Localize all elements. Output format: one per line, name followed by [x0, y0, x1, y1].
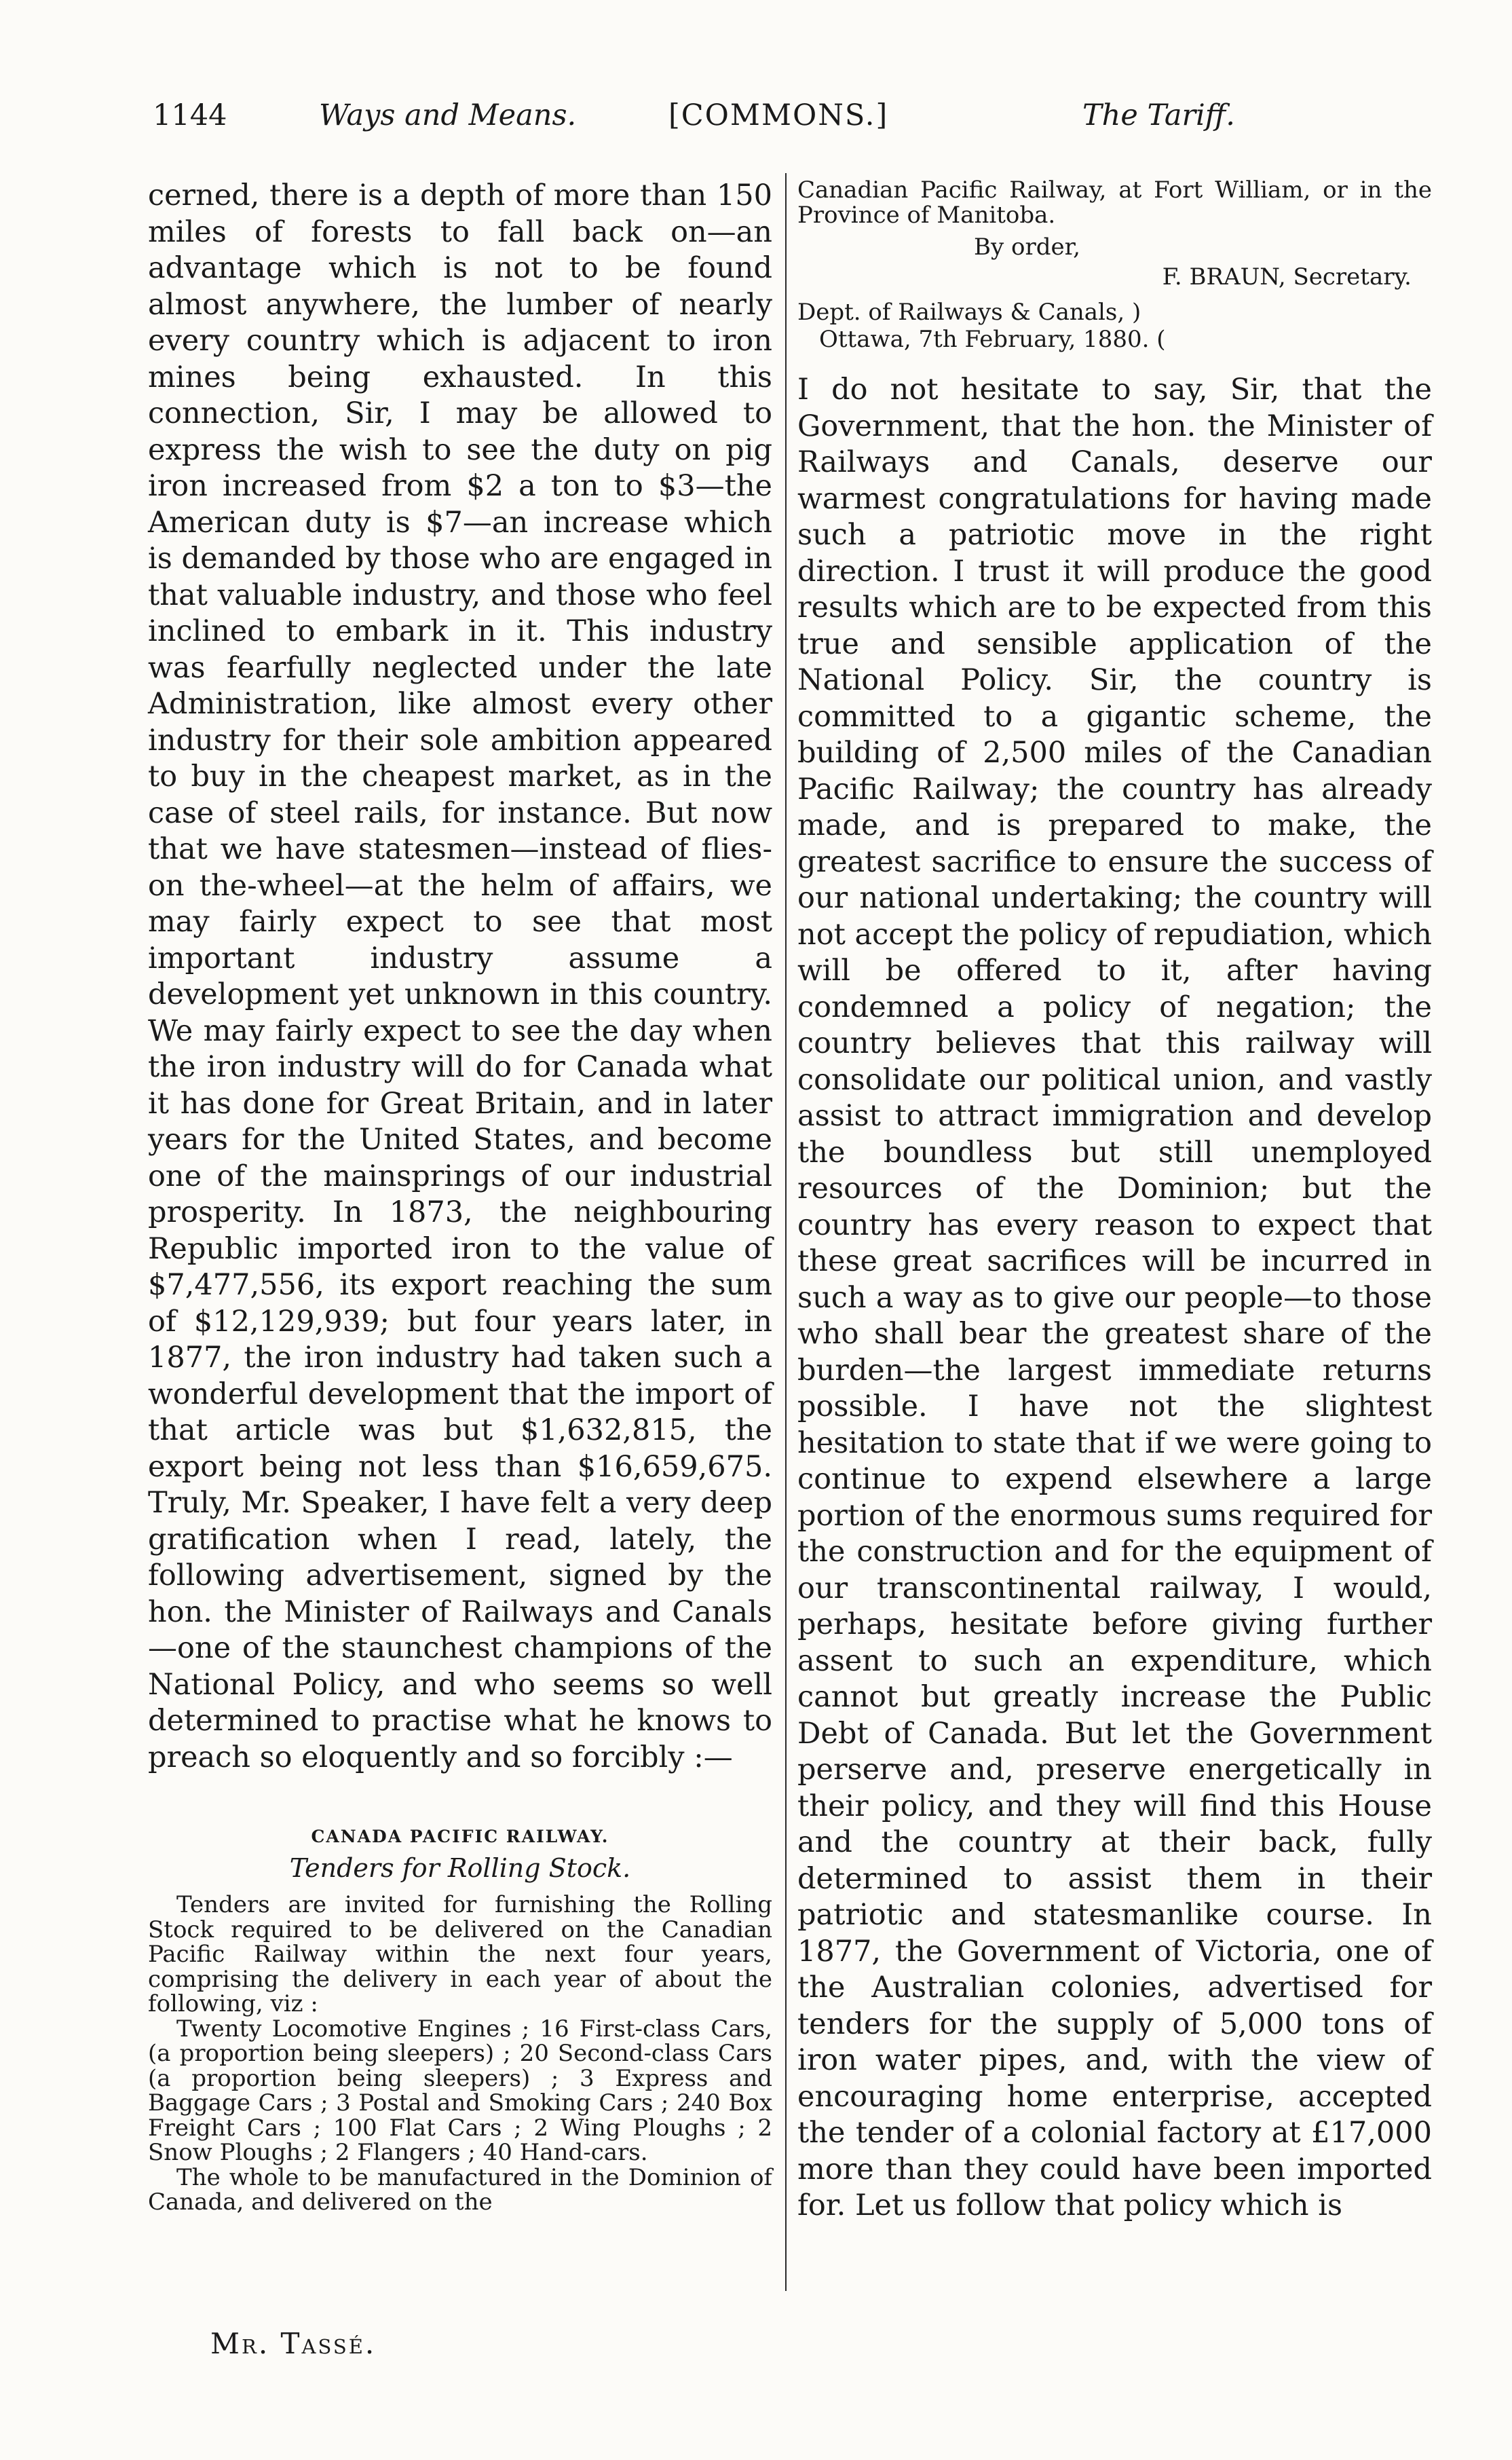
speaker-name: Mr. Tassé. [210, 2327, 377, 2360]
ad-department [797, 299, 1432, 353]
ad-dept-line-2: Ottawa, 7th February, 1880. ( [819, 326, 1166, 353]
ad-subheading: Tenders for Rolling Stock. [289, 1853, 631, 1883]
column-divider [785, 173, 787, 2291]
ad-paragraph-1: Tenders are invited for furnishing the Rolling Stock required to be delivered on the Canadian Pacific Railway within the next four years, comprising the delivery in each year of about the following, viz : [148, 1891, 772, 2017]
running-title-right: The Tariff. [1082, 98, 1235, 132]
right-paragraph-1: I do not hesitate to say, Sir, that the Government, that the hon. the Minister of Railways and Canals, deserve our warmest congratulations for having made such a patriotic move in the right direction. I trust it will produce the good results which are to be expected from this true and sensible application of the National Policy. Sir, the country is committed to a gigantic scheme, the building of 2,500 miles of the Canadian Pacific Railway; the country has already made, and is prepared to make, the greatest sacrifice to ensure the success of our national undertaking; the country will not accept the policy of repudiation, which will be offered to it, after having condemned a policy of negation; the country believes that this railway will consolidate our political union, and vastly assist to attract immigration and develop the boundless but still unemployed resources of the Dominion; but the country has every reason to expect that these great sacrifices will be incurred in such a way as to give our people—to those who shall bear the greatest share of the burden—the largest immediate returns possible. I have not the slightest hesitation to state that if we were going to continue to expend elsewhere a large portion of the enormous sums required for the construction and for the equipment of our transcontinental railway, I would, perhaps, hesitate before giving further assent to such an expenditure, which cannot but greatly increase the Public Debt of Canada. But let the Government perserve and, preserve energetically in their policy, and they will find this House and the country at their back, fully determined to assist them in their patriotic and statesmanlike course. In 1877, the Government of Victoria, one of the Australian colonies, advertised for tenders for the supply of 5,000 tons of iron water pipes, and, with the view of encouraging home enterprise, accepted the tender of a colonial factory at £17,000 more than they could have been imported for. Let us follow that policy which is [797, 373, 1432, 2222]
page-header [0, 85, 1512, 146]
ad-dept-line-1: Dept. of Railways & Canals, ) [797, 299, 1141, 326]
left-paragraph-1: cerned, there is a depth of more than 150 miles of forests to fall back on—an advantage which is not to be found almost anywhere, the lumber of nearly every country which is adjacent to iron mines being exhausted. In this connection, Sir, I may be allowed to express the wish to see the duty on pig iron increased from $2 a ton to $3—the American duty is $7—an increase which is demanded by those who are engaged in that valuable industry, and those who feel inclined to embark in it. This industry was fearfully neglected under the late Administration, like almost every other industry for their sole ambition appeared to buy in the cheapest market, as in the case of steel rails, for instance. But now that we have statesmen—instead of flies-on the-wheel—at the helm of affairs, we may fairly expect to see that most important industry assume a development yet unknown in this country. We may fairly expect to see the day when the iron industry will do for Canada what it has done for Great Britain, and in later years for the United States, and become one of the mainsprings of our industrial prosperity. In 1873, the neighbouring Republic imported iron to the value of $7,477,556, its export reaching the sum of $12,129,939; but four years later, in 1877, the iron industry had taken such a wonderful development that the import of that article was but $1,632,815, the export being not less than $16,659,675. Truly, Mr. Speaker, I have felt a very deep gratification when I read, lately, the following advertisement, signed by the hon. the Minister of Railways and Canals —one of the staunchest champions of the National Policy, and who seems so well determined to practise what he knows to preach so eloquently and so forcibly :— [148, 179, 772, 1774]
ad-continued: Canadian Pacific Railway, at Fort William, or in the Province of Manitoba. [797, 176, 1432, 229]
running-title-left: Ways and Means. [319, 98, 577, 132]
ad-heading: CANADA PACIFIC RAILWAY. [311, 1827, 609, 1846]
left-column [148, 178, 772, 2215]
ad-paragraph-2: Twenty Locomotive Engines ; 16 First-class Cars, (a proportion being sleepers) ; 20 Second-class Cars (a proportion being sleepers) ; 3 Express and Baggage Cars ; 3 Postal and Smoking Cars ; 240 Box Freight Cars ; 100 Flat Cars ; 2 Wing Ploughs ; 2 Snow Ploughs ; 2 Flangers ; 40 Hand-cars. [148, 2015, 772, 2166]
running-title-center: [COMMONS.] [668, 98, 889, 132]
page-number: 1144 [153, 98, 227, 132]
ad-by-order: By order, [974, 234, 1080, 261]
ad-paragraph-3: The whole to be manufactured in the Dominion of Canada, and delivered on the [148, 2163, 772, 2216]
right-column [797, 178, 1432, 2224]
ad-signer: F. BRAUN, Secretary. [1162, 263, 1412, 291]
